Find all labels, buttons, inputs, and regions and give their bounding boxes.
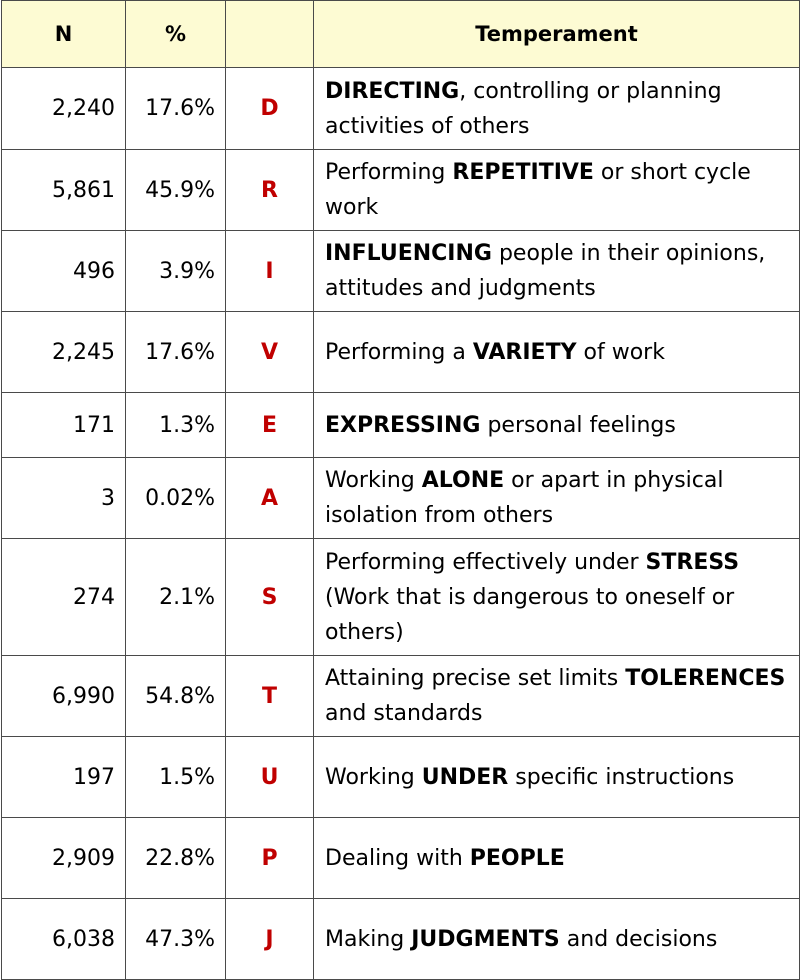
count-cell: 197 <box>2 737 126 818</box>
temperament-table <box>1 0 800 980</box>
table-row <box>2 150 800 231</box>
description-text: or apart in physical isolation from others <box>325 468 724 528</box>
count-cell: 171 <box>2 393 126 458</box>
code-cell: J <box>226 899 314 980</box>
percent-cell: 2.1% <box>126 539 226 656</box>
description-text: of work <box>576 339 665 365</box>
description-keyword: UNDER <box>421 764 509 790</box>
description-text: Performing a <box>325 339 473 365</box>
description-text: Working <box>325 468 422 493</box>
table-row <box>2 899 800 980</box>
percent-cell: 17.6% <box>126 68 226 150</box>
percent-cell: 1.5% <box>126 737 226 818</box>
count-cell: 2,245 <box>2 312 126 393</box>
description-text: Working <box>325 764 422 790</box>
description-keyword: STRESS <box>645 549 740 575</box>
description-text: Performing effectively under <box>325 549 646 575</box>
code-cell: T <box>226 656 314 737</box>
count-cell: 2,240 <box>2 68 126 150</box>
description-cell <box>314 737 800 818</box>
description-text: specific instructions <box>508 764 735 790</box>
description-text: and decisions <box>559 926 718 952</box>
description-keyword: ALONE <box>421 468 505 493</box>
percent-cell: 17.6% <box>126 312 226 393</box>
description-text: or short cycle work <box>325 160 751 220</box>
header-percent: % <box>126 1 226 68</box>
description-cell <box>314 312 800 393</box>
percent-cell: 54.8% <box>126 656 226 737</box>
code-cell: V <box>226 312 314 393</box>
description-text: Performing <box>325 160 453 185</box>
description-cell <box>314 539 800 656</box>
description-keyword: REPETITIVE <box>452 160 594 185</box>
code-cell: I <box>226 231 314 312</box>
description-keyword: PEOPLE <box>469 845 565 871</box>
header-code <box>226 1 314 68</box>
description-cell <box>314 68 800 150</box>
description-text: Dealing with <box>325 845 470 871</box>
description-cell <box>314 150 800 231</box>
description-text: and standards <box>325 701 483 726</box>
code-cell: U <box>226 737 314 818</box>
description-cell <box>314 393 800 458</box>
code-cell: P <box>226 818 314 899</box>
count-cell: 3 <box>2 458 126 539</box>
percent-cell: 1.3% <box>126 393 226 458</box>
header-row <box>2 1 800 68</box>
table-row <box>2 312 800 393</box>
percent-cell: 0.02% <box>126 458 226 539</box>
description-keyword: VARIETY <box>472 339 577 365</box>
description-keyword: DIRECTING <box>325 78 460 104</box>
description-cell <box>314 899 800 980</box>
table-row <box>2 393 800 458</box>
count-cell: 6,038 <box>2 899 126 980</box>
description-cell <box>314 458 800 539</box>
table-row <box>2 458 800 539</box>
description-keyword: INFLUENCING <box>325 241 492 266</box>
description-keyword: JUDGMENTS <box>411 926 560 952</box>
description-cell <box>314 231 800 312</box>
percent-cell: 45.9% <box>126 150 226 231</box>
description-text: people in their opinions, attitudes and judgments <box>325 241 766 301</box>
description-cell <box>314 818 800 899</box>
table-row <box>2 818 800 899</box>
code-cell: S <box>226 539 314 656</box>
description-keyword: EXPRESSING <box>325 412 481 438</box>
code-cell: R <box>226 150 314 231</box>
table-row <box>2 231 800 312</box>
table-row <box>2 737 800 818</box>
description-text: Attaining precise set limits <box>325 666 626 691</box>
description-cell <box>314 656 800 737</box>
header-n: N <box>2 1 126 68</box>
count-cell: 2,909 <box>2 818 126 899</box>
description-text: Making <box>325 926 412 952</box>
percent-cell: 22.8% <box>126 818 226 899</box>
description-text: (Work that is dangerous to oneself or others) <box>325 584 735 645</box>
code-cell: E <box>226 393 314 458</box>
count-cell: 496 <box>2 231 126 312</box>
description-text: , controlling or planning activities of others <box>325 78 722 139</box>
table-row <box>2 539 800 656</box>
percent-cell: 3.9% <box>126 231 226 312</box>
description-keyword: TOLERENCES <box>625 666 786 691</box>
table-row <box>2 68 800 150</box>
description-text: personal feelings <box>480 412 676 438</box>
count-cell: 5,861 <box>2 150 126 231</box>
code-cell: A <box>226 458 314 539</box>
count-cell: 274 <box>2 539 126 656</box>
header-temperament: Temperament <box>314 1 800 68</box>
count-cell: 6,990 <box>2 656 126 737</box>
percent-cell: 47.3% <box>126 899 226 980</box>
code-cell: D <box>226 68 314 150</box>
table-row <box>2 656 800 737</box>
